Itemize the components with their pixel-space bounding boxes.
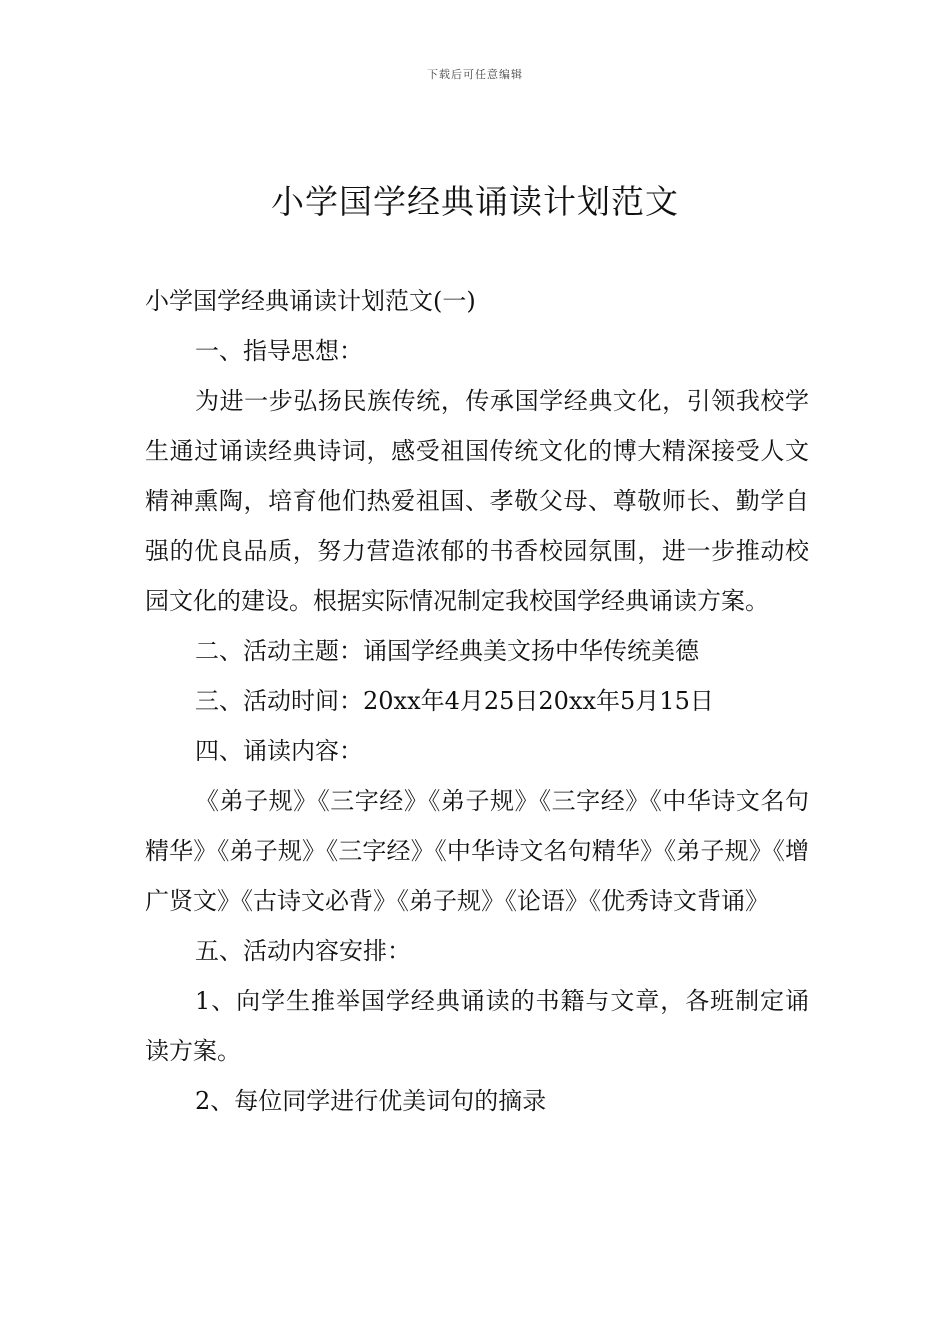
list-item-1: 1、向学生推举国学经典诵读的书籍与文章，各班制定诵读方案。: [145, 987, 809, 1065]
header-note: 下载后可任意编辑: [427, 68, 523, 81]
activity-theme: 二、活动主题：诵国学经典美文扬中华传统美德: [195, 637, 699, 665]
paragraph-reading-list: 《弟子规》《三字经》《弟子规》《三字经》《中华诗文名句精华》《弟子规》《三字经》《中华诗文名句精华》《弟子规》《增广贤文》《古诗文必背》《弟子规》《论语》《优秀诗文背诵》: [145, 787, 809, 915]
paragraph-guiding-ideology: 为进一步弘扬民族传统，传承国学经典文化，引领我校学生通过诵读经典诗词，感受祖国传统文化的博大精深接受人文精神熏陶，培育他们热爱祖国、孝敬父母、尊敬师长、勤学自强的优良品质，努力营造浓郁的书香校园氛围，进一步推动校园文化的建设。根据实际情况制定我校国学经典诵读方案。: [145, 387, 809, 615]
heading-activity-arrangement: 五、活动内容安排：: [195, 937, 411, 965]
section-subtitle: 小学国学经典诵读计划范文(一): [145, 287, 476, 315]
activity-time: 三、活动时间：20xx年4月25日20xx年5月15日: [195, 687, 714, 715]
list-item-2: 2、每位同学进行优美词句的摘录: [195, 1087, 547, 1115]
heading-reading-content: 四、诵读内容：: [195, 737, 363, 765]
page-title: 小学国学经典诵读计划范文: [271, 182, 679, 221]
document-body: [145, 276, 809, 1126]
heading-guiding-ideology: 一、指导思想：: [195, 337, 363, 365]
